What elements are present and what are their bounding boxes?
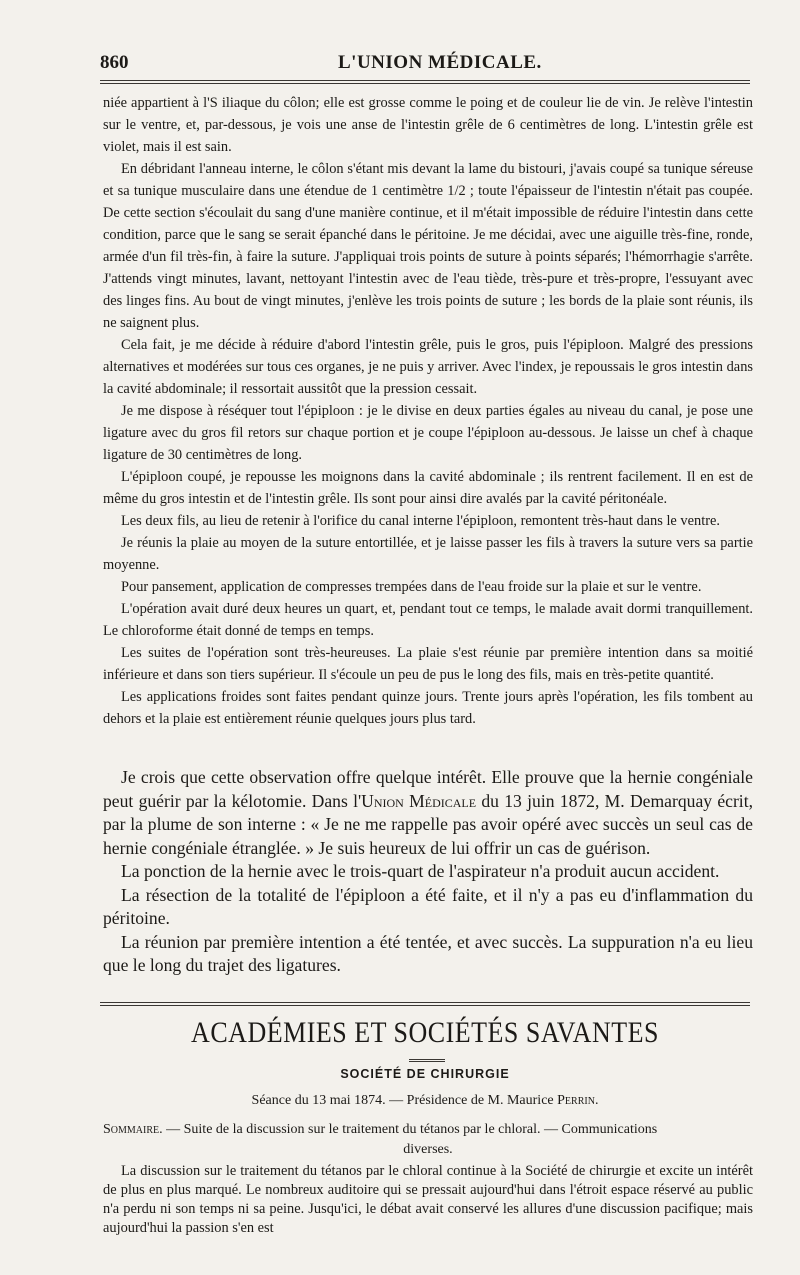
paragraph: La réunion par première intention a été tentée, et avec succès. La suppuration n'a eu lieu que le long du trajet des ligatures. [103, 931, 753, 975]
paragraph: La discussion sur le traitement du tétanos par le chloral continue à la Société de chirurgie et excite un intérêt de plus en plus marqué. Le nombreux auditoire qui se pressait aujourd'hui dans l'étroit espace réservé au public n'a perdu ni son temps ni sa peine. Jusqu'ici, le débat avait conservé les allures d'une discussion pacifique; mais aujourd'hui la passion s'en est [103, 1163, 753, 1236]
president-name: Perrin [557, 1093, 595, 1108]
paragraph: niée appartient à l'S iliaque du côlon; elle est grosse comme le poing et de couleur lie de vin. Je relève l'intestin sur le ventre, et, par-dessous, je vois une anse de l'intestin grêle de 6 centimètres de long. L'intestin grêle est violet, mais il est sain. [103, 95, 753, 155]
text-run: Je crois que cette observation offre quelque intérêt. Elle prouve que la hernie congéniale peut guérir par la kélotomie. Dans l' [103, 767, 753, 811]
paragraph: La résection de la totalité de l'épiploon a été faite, et il n'y a pas eu d'inflammation du péritoine. [103, 884, 753, 928]
header-rule [100, 80, 750, 84]
paragraph: L'opération avait duré deux heures un quart, et, pendant tout ce temps, le malade avait dormi tranquillement. Le chloroforme était donné de temps en temps. [103, 601, 753, 639]
sommaire-label: Sommaire [103, 1122, 160, 1137]
title-underline [409, 1059, 445, 1062]
text-run: . [594, 1093, 599, 1108]
journal-title: L'UNION MÉDICALE. [338, 52, 542, 73]
journal-name: Union Médicale [361, 790, 477, 811]
seance-line [100, 1093, 750, 1109]
sommaire-text: . — Suite de la discussion sur le traitement du tétanos par le chloral. — Communications [159, 1122, 658, 1137]
paragraph: En débridant l'anneau interne, le côlon s'étant mis devant la lame du bistouri, j'avais coupé sa tunique séreuse et sa tunique musculaire dans une étendue de 1 centimètre 1/2 ; toute l'épaisseur de l'intestin n'était pas coupée. De cette section s'écoulait du sang d'une manière continue, et il m'était impossible de réduire l'intestin dans cette condition, parce que le sang se serait épanché dans le péritoine. Je me décidai, avec une aiguille très-fine, ronde, armée d'un fil très-fin, à faire la suture. J'appliquai trois points de suture à points séparés; l'hémorrhagie s'arrête. J'attends vingt minutes, lavant, nettoyant l'intestin avec de l'eau tiède, très-pure et très-propre, l'essuyant avec des linges fins. Au bout de vingt minutes, j'enlève les trois points de suture ; les bords de la plaie sont réunis, ils ne saignent plus. [103, 161, 753, 331]
conclusion-text [103, 766, 753, 978]
sommaire-continuation: diverses. [403, 1142, 453, 1157]
text-run: Séance du 13 mai 1874. — Présidence de M. Maurice [251, 1093, 558, 1108]
section-divider [100, 1002, 750, 1006]
observation-text [103, 92, 753, 730]
paragraph: Les deux fils, au lieu de retenir à l'orifice du canal interne l'épiploon, remontent très-haut dans le ventre. [121, 513, 720, 529]
paragraph: Cela fait, je me décide à réduire d'abord l'intestin grêle, puis le gros, puis l'épiploon. Malgré des pressions alternatives et modérées sur tous ces organes, je ne puis y arriver. Avec l'index, je repoussais le gros intestin dans la cavité abdominale; il ressortait aussitôt que la pression cessait. [103, 337, 753, 397]
society-name: SOCIÉTÉ DE CHIRURGIE [340, 1067, 510, 1081]
paragraph: Je me dispose à réséquer tout l'épiploon : je le divise en deux parties égales au niveau du canal, je pose une ligature avec du gros fil retors sur chaque portion et je coupe l'épiploon au-dessous. Je laisse un chef à chaque ligature de 30 centimètres de long. [103, 403, 753, 463]
paragraph: Je réunis la plaie au moyen de la suture entortillée, et je laisse passer les fils à travers la suture vers sa partie moyenne. [103, 535, 753, 573]
paragraph: Les suites de l'opération sont très-heureuses. La plaie s'est réunie par première intention dans sa moitié inférieure et dans son tiers supérieur. Il s'écoule un peu de pus le long des fils, mais en très-petite quantité. [103, 645, 753, 683]
discussion-text [103, 1162, 753, 1238]
sommaire [103, 1120, 753, 1160]
paragraph: La ponction de la hernie avec le trois-quart de l'aspirateur n'a produit aucun accident. [121, 861, 720, 881]
text-run: du 13 juin 1872, M. Demarquay écrit, par la plume de son interne : « Je ne me rappelle pas avoir opéré avec succès un seul cas de hernie congéniale étranglée. » Je suis heureux de lui offrir un cas de guérison. [103, 790, 753, 858]
running-header [100, 44, 760, 78]
page-number: 860 [100, 52, 129, 73]
paragraph: Les applications froides sont faites pendant quinze jours. Trente jours après l'opération, les fils tombent au dehors et la plaie est entièrement réunie quelques jours plus tard. [103, 689, 753, 727]
paragraph: Pour pansement, application de compresses trempées dans de l'eau froide sur la plaie et sur le ventre. [121, 579, 702, 595]
paragraph: L'épiploon coupé, je repousse les moignons dans la cavité abdominale ; ils rentrent facilement. Il en est de même du gros intestin et de l'intestin grêle. Ils sont pour ainsi dire avalés par la cavité péritonéale. [103, 469, 753, 507]
section-title: ACADÉMIES ET SOCIÉTÉS SAVANTES [191, 1015, 659, 1050]
paragraph [103, 766, 753, 860]
